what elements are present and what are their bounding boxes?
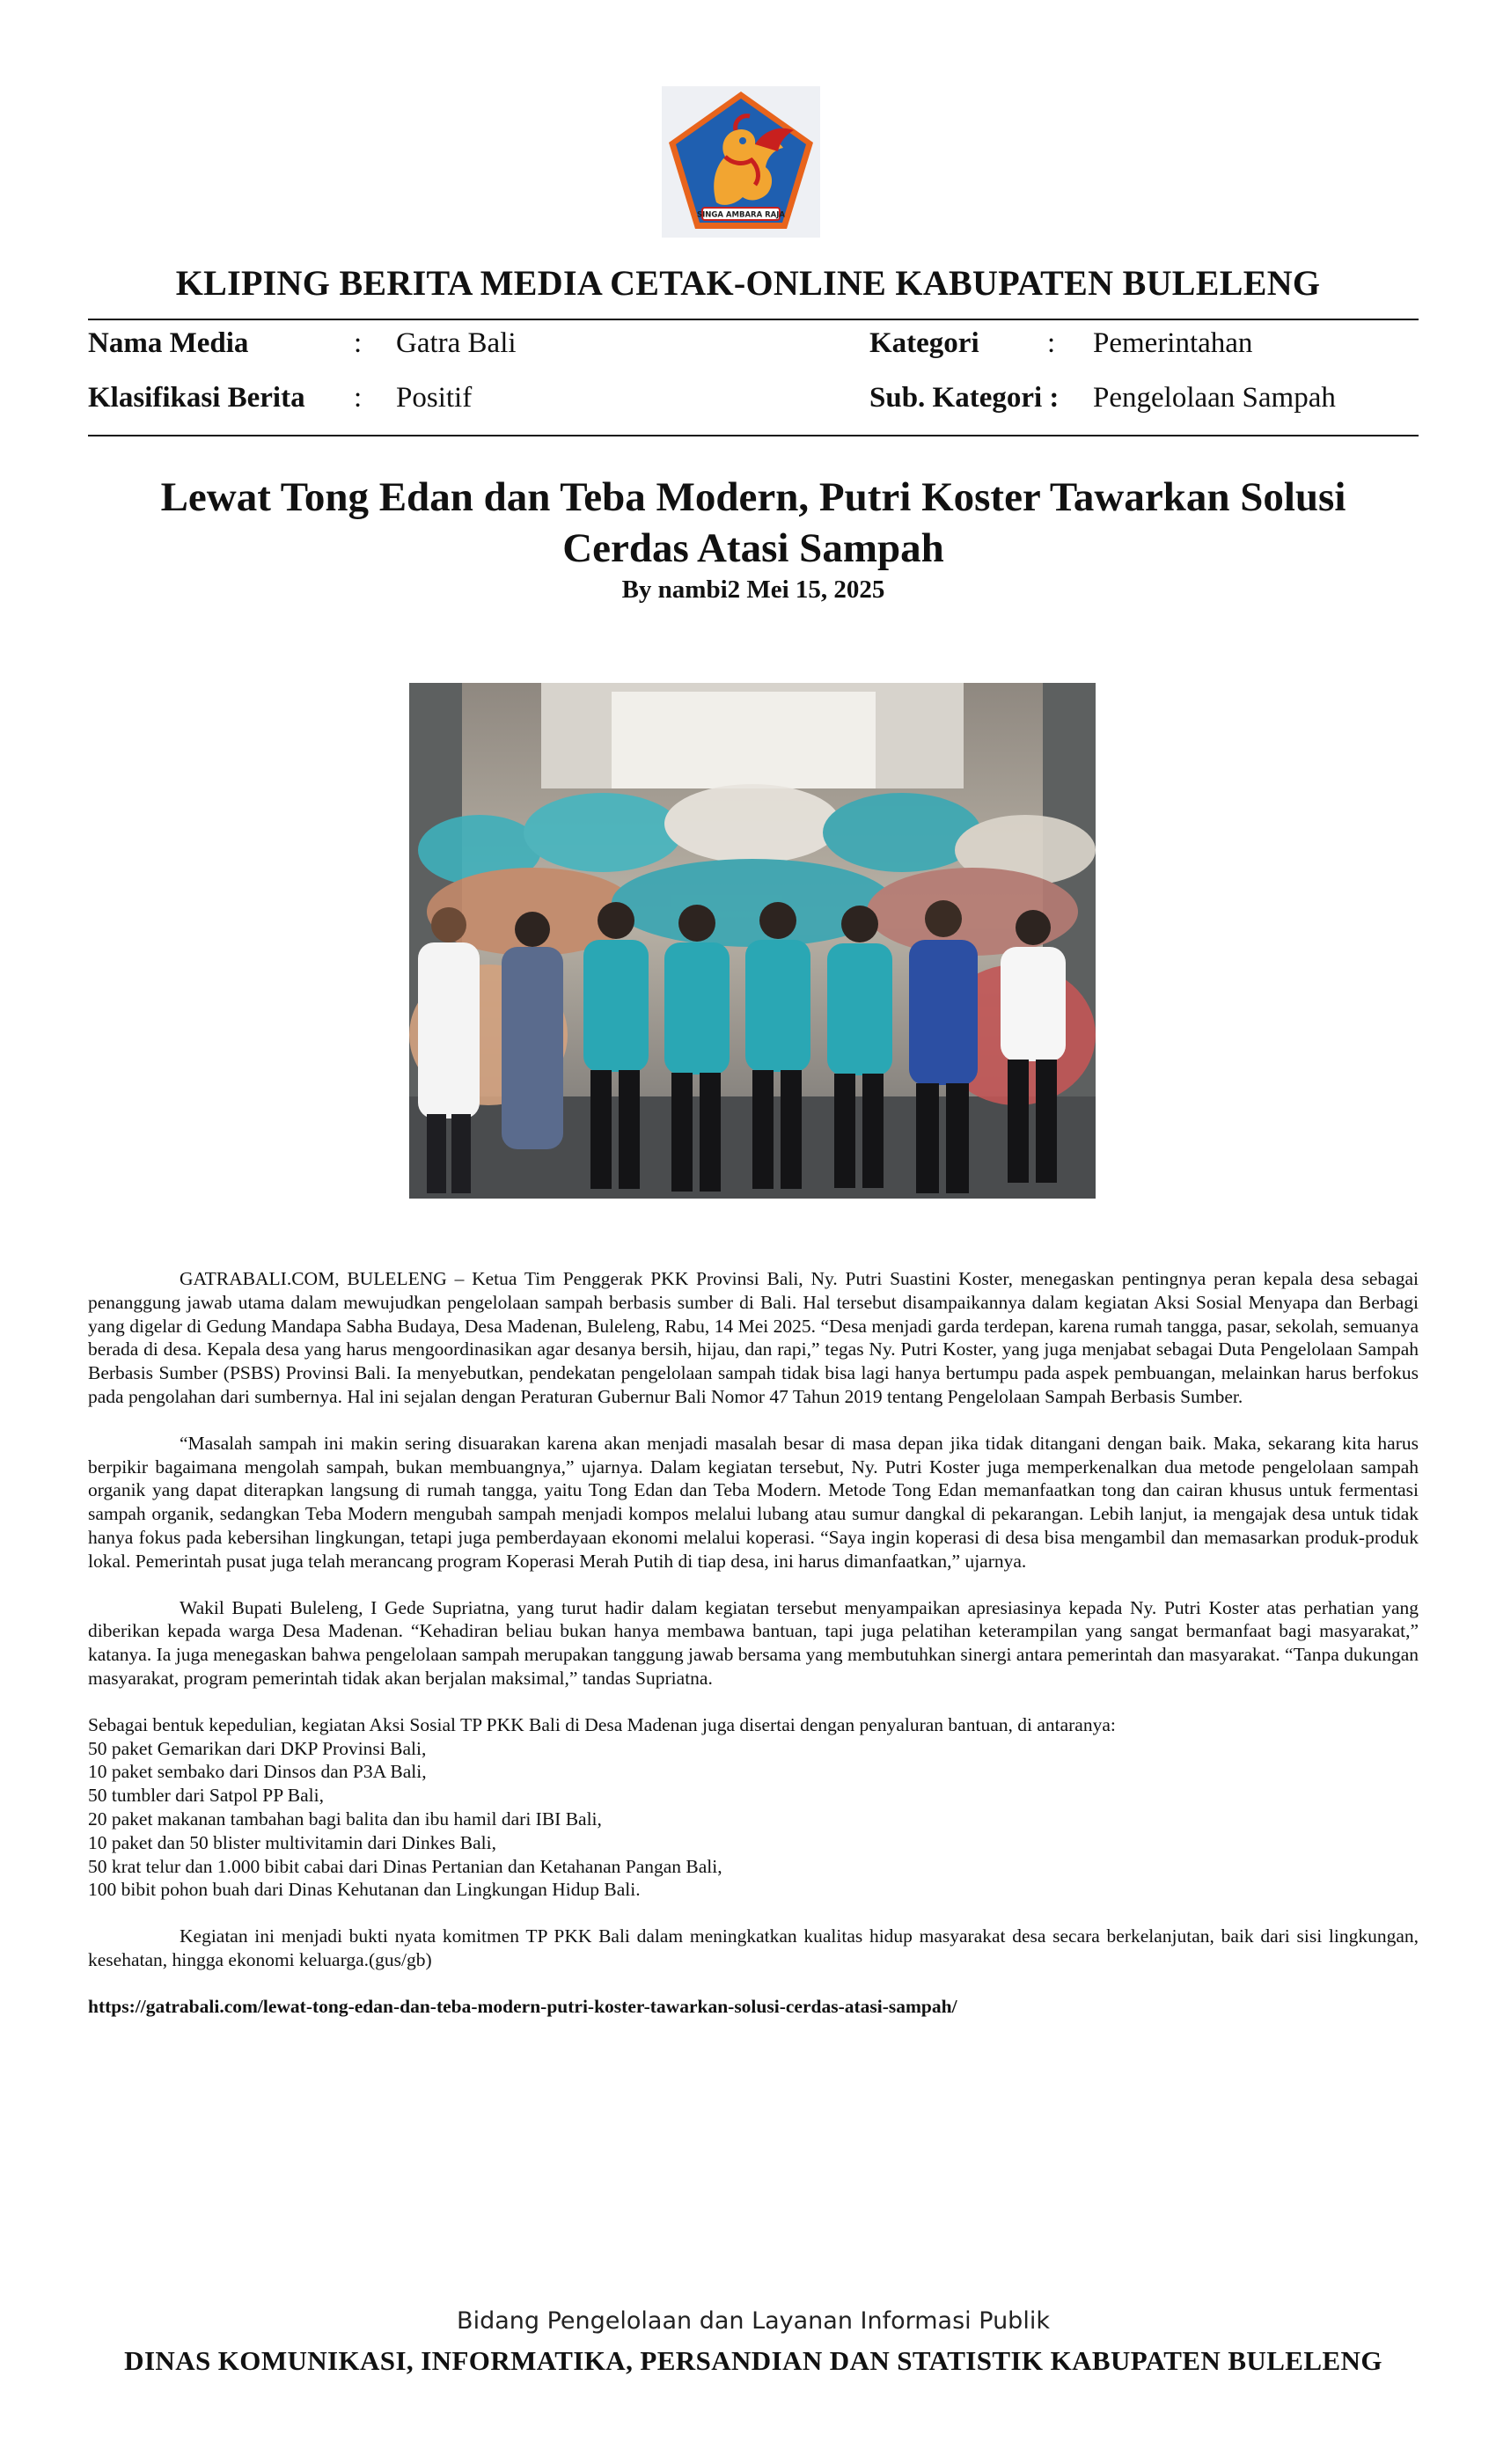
nama-media-value: Gatra Bali [396, 327, 517, 359]
article-paragraph: “Masalah sampah ini makin sering disuarakan karena akan menjadi masalah besar di masa depan jika tidak ditangani dengan baik. Maka, sekarang kita harus berpikir bagaimana mengolah sampah, bukan membuangnya,” ujarnya. Dalam kegiatan tersebut, Ny. Putri Koster juga memperkenalkan dua metode pengelolaan sampah organik yang dapat diterapkan langsung di rumah tangga, yaitu Tong Edan dan Teba Modern. Metode Tong Edan memanfaatkan tong dan cairan khusus untuk fermentasi sampah organik, sedangkan Teba Modern mengubah sampah menjadi kompos melalui lubang atau sumur dangkal di pekarangan. Lebih lanjut, ia mengajak desa untuk tidak hanya fokus pada kebersihan lingkungan, tetapi juga pemberdayaan ekonomi melalui koperasi. “Saya ingin koperasi di desa bisa mengambil dan memasarkan produk-produk lokal. Pemerintah pusat juga telah merancang program Koperasi Merah Putih di tiap desa, ini harus dimanfaatkan,” ujarnya. [88, 1432, 1419, 1572]
headline-line-1: Lewat Tong Edan dan Teba Modern, Putri Koster Tawarkan Solusi [160, 474, 1346, 520]
list-item: 100 bibit pohon buah dari Dinas Kehutanan dan Lingkungan Hidup Bali. [88, 1879, 641, 1901]
buleleng-regency-logo [662, 86, 820, 238]
sub-kategori-value: Pengelolaan Sampah [1093, 382, 1336, 414]
clipping-title: KLIPING BERITA MEDIA CETAK-ONLINE KABUPATEN BULELENG [175, 263, 1321, 303]
closing-paragraph: Kegiatan ini menjadi bukti nyata komitmen TP PKK Bali dalam meningkatkan kualitas hidup masyarakat desa secara berkelanjutan, baik dari sisi lingkungan, kesehatan, hingga ekonomi keluarga.(gus/gb) [88, 1925, 1419, 1970]
assistance-list [88, 1737, 1419, 1903]
kategori-label: Kategori [869, 327, 979, 359]
klasifikasi-value: Positif [396, 382, 473, 414]
logo-motto: SINGA AMBARA RAJA [697, 210, 785, 220]
list-item: 50 tumbler dari Satpol PP Bali, [88, 1785, 324, 1807]
headline-line-2: Cerdas Atasi Sampah [562, 525, 944, 571]
article-paragraph: Wakil Bupati Buleleng, I Gede Supriatna, yang turut hadir dalam kegiatan tersebut menyampaikan apresiasinya kepada Ny. Putri Koster atas perhatian yang diberikan kepada warga Desa Madenan. “Kehadiran beliau bukan hanya membawa bantuan, tapi juga pelatihan keterampilan yang sangat bermanfaat bagi masyarakat,” katanya. Ia juga menegaskan bahwa pengelolaan sampah merupakan tanggung jawab bersama yang membutuhkan sinergi antara pemerintah dan masyarakat. “Tanpa dukungan masyarakat, program pemerintah tidak akan berjalan maksimal,” tandas Supriatna. [88, 1596, 1419, 1689]
klasifikasi-colon: : [354, 382, 363, 414]
list-item: 50 krat telur dan 1.000 bibit cabai dari Dinas Pertanian dan Ketahanan Pangan Bali, [88, 1855, 722, 1877]
list-item: 20 paket makanan tambahan bagi balita dan ibu hamil dari IBI Bali, [88, 1808, 602, 1830]
list-item: 50 paket Gemarikan dari DKP Provinsi Bali, [88, 1737, 427, 1759]
top-divider [88, 319, 1419, 320]
article-headline [88, 472, 1419, 574]
article-byline: By nambi2 Mei 15, 2025 [621, 576, 885, 604]
assistance-list-intro: Sebagai bentuk kepedulian, kegiatan Aksi Sosial TP PKK Bali di Desa Madenan juga disertai dengan penyaluran bantuan, di antaranya: [88, 1713, 1116, 1735]
footer-unit: Bidang Pengelolaan dan Layanan Informasi Publik [457, 2307, 1050, 2335]
nama-media-colon: : [354, 327, 363, 359]
meta-row-classification [88, 382, 1419, 422]
sub-kategori-label: Sub. Kategori : [869, 382, 1060, 414]
nama-media-label: Nama Media [88, 327, 249, 359]
article-paragraph: GATRABALI.COM, BULELENG – Ketua Tim Penggerak PKK Provinsi Bali, Ny. Putri Suastini Koster, menegaskan pentingnya peran kepala desa sebagai penanggung jawab utama dalam mewujudkan pengelolaan sampah berbasis sumber di Bali. Hal tersebut disampaikannya dalam kegiatan Aksi Sosial Menyapa dan Berbagi yang digelar di Gedung Mandapa Sabha Budaya, Desa Madenan, Buleleng, Rabu, 14 Mei 2025. “Desa menjadi garda terdepan, karena rumah tangga, pasar, sekolah, semuanya berada di desa. Kepala desa yang harus mengoordinasikan agar desanya bersih, hijau, dan rapi,” tegas Ny. Putri Koster, yang juga menjabat sebagai Duta Pengelolaan Sampah Berbasis Sumber (PSBS) Provinsi Bali. Ia menyebutkan, pendekatan pengelolaan sampah tidak bisa lagi hanya bertumpu pada aspek pembuangan, melainkan harus berfokus pada pengolahan dari sumbernya. Hal ini sejalan dengan Peraturan Gubernur Bali Nomor 47 Tahun 2019 tentang Pengelolaan Sampah Berbasis Sumber. [88, 1268, 1419, 1407]
meta-row-media [88, 327, 1419, 368]
footer-agency: DINAS KOMUNIKASI, INFORMATIKA, PERSANDIAN DAN STATISTIK KABUPATEN BULELENG [124, 2345, 1382, 2376]
list-item: 10 paket sembako dari Dinsos dan P3A Bali, [88, 1761, 427, 1783]
article-photo [409, 683, 1096, 1199]
source-url: https://gatrabali.com/lewat-tong-edan-dan-teba-modern-putri-koster-tawarkan-solusi-cerdas-atasi-sampah/ [88, 1995, 957, 2017]
klasifikasi-label: Klasifikasi Berita [88, 382, 305, 414]
meta-divider [88, 435, 1419, 436]
kategori-colon: : [1047, 327, 1056, 359]
kategori-value: Pemerintahan [1093, 327, 1253, 359]
list-item: 10 paket dan 50 blister multivitamin dari Dinkes Bali, [88, 1831, 496, 1853]
article-body [88, 1267, 1419, 2019]
